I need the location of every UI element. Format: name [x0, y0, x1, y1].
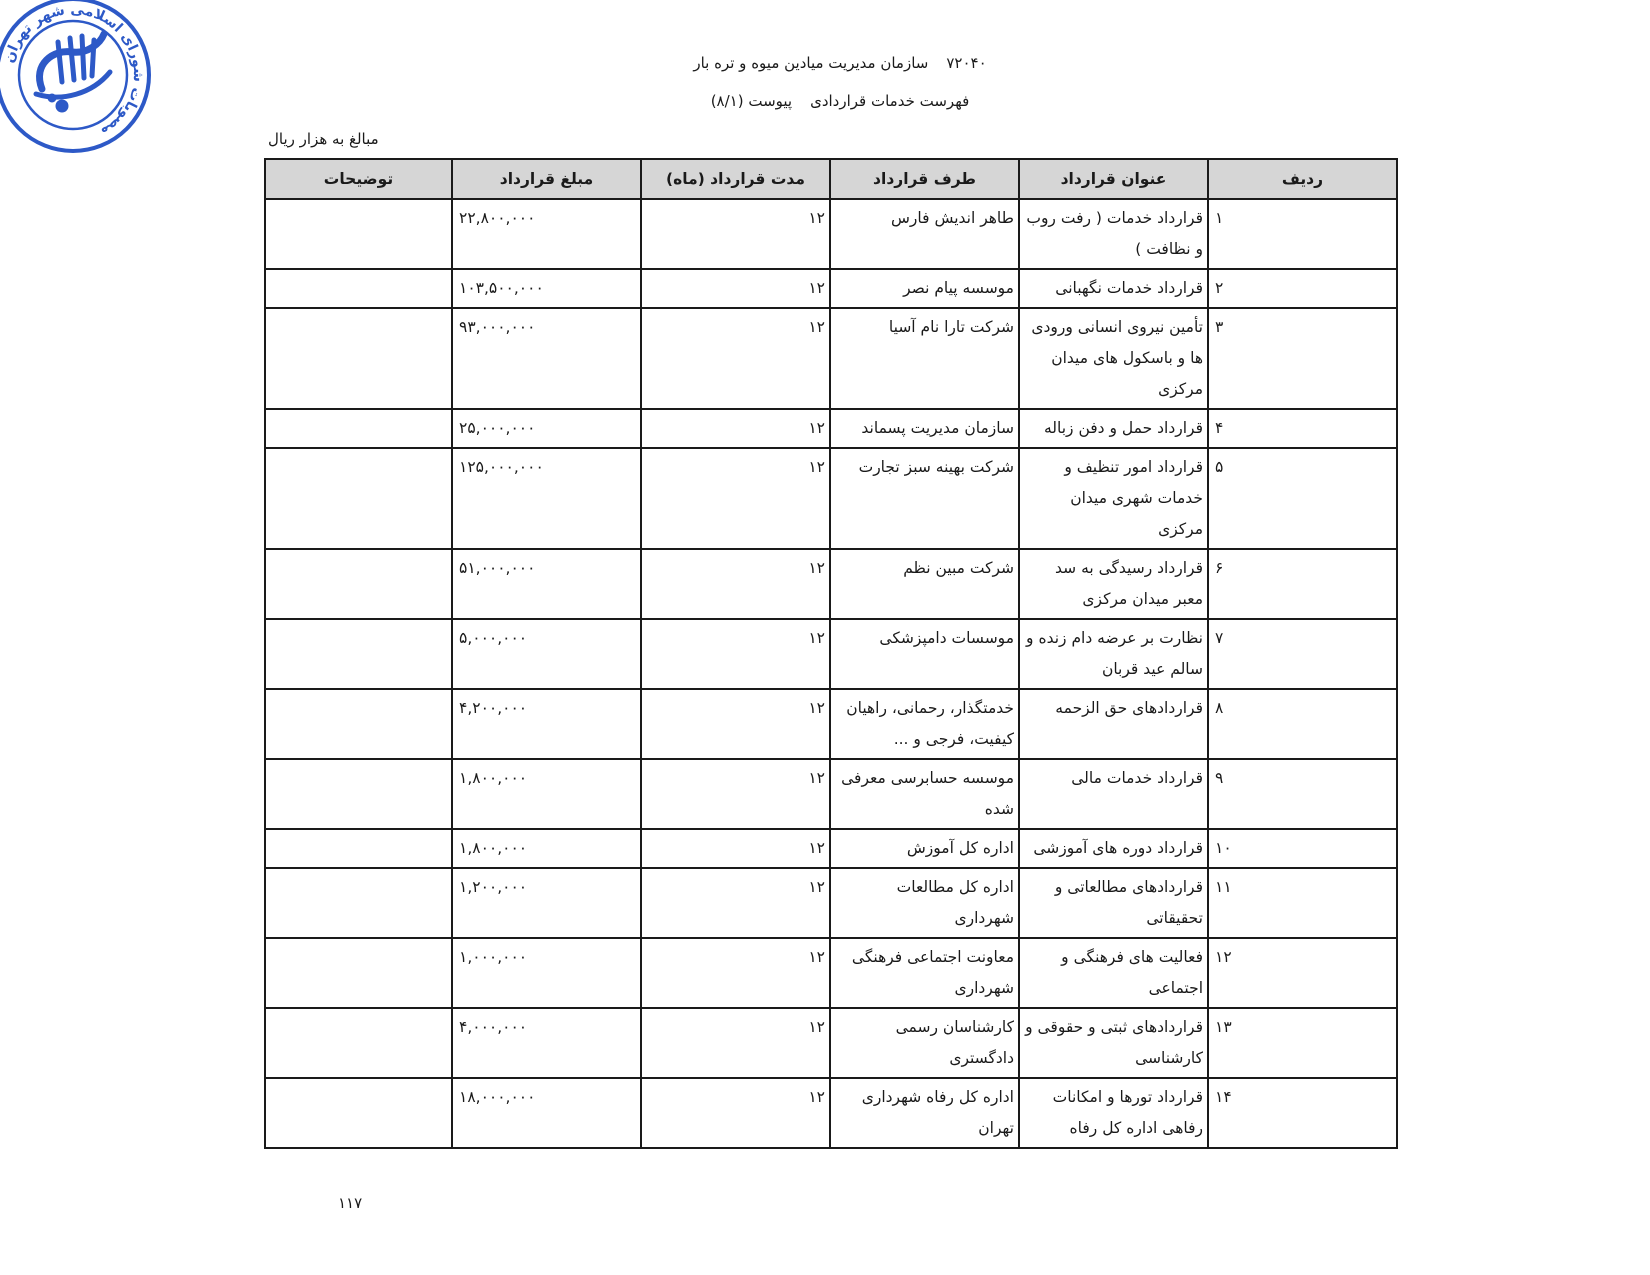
cell-duration: ۱۲	[641, 1008, 830, 1078]
cell-contract-amount: ۱۸,۰۰۰,۰۰۰	[452, 1078, 641, 1148]
cell-contractor: اداره کل رفاه شهرداری تهران	[830, 1078, 1019, 1148]
cell-contract-amount: ۱,۸۰۰,۰۰۰	[452, 829, 641, 868]
cell-contract-title: قرارداد امور تنظیف و خدمات شهری میدان مرکزی	[1019, 448, 1208, 549]
cell-duration: ۱۲	[641, 868, 830, 938]
table-row	[265, 199, 1397, 269]
cell-row-number: ۷	[1208, 619, 1397, 689]
council-stamp	[0, 0, 154, 156]
cell-duration: ۱۲	[641, 448, 830, 549]
cell-contractor: اداره کل مطالعات شهرداری	[830, 868, 1019, 938]
cell-duration: ۱۲	[641, 199, 830, 269]
table-row	[265, 868, 1397, 938]
col-header-row-number: ردیف	[1208, 159, 1397, 199]
cell-contractor: موسسه پیام نصر	[830, 269, 1019, 308]
cell-contractor: موسسات دامپزشکی	[830, 619, 1019, 689]
cell-row-number: ۳	[1208, 308, 1397, 409]
cell-contract-title: تأمین نیروی انسانی ورودی ها و باسکول های میدان مرکزی	[1019, 308, 1208, 409]
cell-row-number: ۱	[1208, 199, 1397, 269]
table-row	[265, 409, 1397, 448]
cell-row-number: ۹	[1208, 759, 1397, 829]
cell-row-number: ۱۰	[1208, 829, 1397, 868]
cell-contract-amount: ۴,۰۰۰,۰۰۰	[452, 1008, 641, 1078]
cell-contract-title: قرارداد خدمات مالی	[1019, 759, 1208, 829]
cell-duration: ۱۲	[641, 759, 830, 829]
list-title: فهرست خدمات قراردادی	[810, 92, 970, 110]
table-row	[265, 619, 1397, 689]
cell-row-number: ۸	[1208, 689, 1397, 759]
table-row	[265, 1078, 1397, 1148]
cell-contract-title: قرارداد تورها و امکانات رفاهی اداره کل رفاه	[1019, 1078, 1208, 1148]
cell-contract-amount: ۱۲۵,۰۰۰,۰۰۰	[452, 448, 641, 549]
cell-contract-title: فعالیت های فرهنگی و اجتماعی	[1019, 938, 1208, 1008]
cell-contract-amount: ۱۰۳,۵۰۰,۰۰۰	[452, 269, 641, 308]
cell-notes	[265, 199, 452, 269]
cell-notes	[265, 868, 452, 938]
org-name: سازمان مدیریت میادین میوه و تره بار	[693, 54, 929, 72]
cell-contract-title: قرارداد رسیدگی به سد معبر میدان مرکزی	[1019, 549, 1208, 619]
cell-contract-title: قرارداد خدمات نگهبانی	[1019, 269, 1208, 308]
attachment-label: پیوست (۸/۱)	[710, 92, 793, 110]
cell-contract-amount: ۴,۲۰۰,۰۰۰	[452, 689, 641, 759]
cell-notes	[265, 1078, 452, 1148]
cell-contractor: شرکت تارا نام آسیا	[830, 308, 1019, 409]
cell-row-number: ۲	[1208, 269, 1397, 308]
cell-contractor: موسسه حسابرسی معرفی شده	[830, 759, 1019, 829]
table-row	[265, 549, 1397, 619]
cell-contract-amount: ۱,۸۰۰,۰۰۰	[452, 759, 641, 829]
cell-duration: ۱۲	[641, 269, 830, 308]
cell-duration: ۱۲	[641, 549, 830, 619]
cell-row-number: ۴	[1208, 409, 1397, 448]
cell-contract-title: نظارت بر عرضه دام زنده و سالم عید قربان	[1019, 619, 1208, 689]
cell-row-number: ۶	[1208, 549, 1397, 619]
cell-contract-title: قرارداد خدمات ( رفت روب و نظافت )	[1019, 199, 1208, 269]
cell-duration: ۱۲	[641, 619, 830, 689]
table-row	[265, 759, 1397, 829]
cell-notes	[265, 308, 452, 409]
table-row	[265, 938, 1397, 1008]
cell-contract-amount: ۱,۲۰۰,۰۰۰	[452, 868, 641, 938]
cell-contractor: اداره کل آموزش	[830, 829, 1019, 868]
table-row	[265, 308, 1397, 409]
cell-contractor: طاهر اندیش فارس	[830, 199, 1019, 269]
currency-unit-note: مبالغ به هزار ریال	[268, 130, 379, 148]
contracts-table	[264, 158, 1398, 1149]
table-row	[265, 689, 1397, 759]
document-subtitle	[560, 92, 1120, 110]
cell-duration: ۱۲	[641, 409, 830, 448]
cell-notes	[265, 689, 452, 759]
cell-contractor: کارشناسان رسمی دادگستری	[830, 1008, 1019, 1078]
col-header-notes: توضیحات	[265, 159, 452, 199]
cell-contract-amount: ۵,۰۰۰,۰۰۰	[452, 619, 641, 689]
cell-duration: ۱۲	[641, 829, 830, 868]
table-row	[265, 269, 1397, 308]
cell-contract-title: قرارداد دوره های آموزشی	[1019, 829, 1208, 868]
cell-contract-amount: ۵۱,۰۰۰,۰۰۰	[452, 549, 641, 619]
stamp-text: مصوبات شورای اسلامی شهر تهران	[1, 1, 147, 141]
table-row	[265, 829, 1397, 868]
cell-contract-title: قراردادهای ثبتی و حقوقی و کارشناسی	[1019, 1008, 1208, 1078]
cell-contractor: معاونت اجتماعی فرهنگی شهرداری	[830, 938, 1019, 1008]
cell-notes	[265, 549, 452, 619]
cell-contract-title: قراردادهای حق الزحمه	[1019, 689, 1208, 759]
cell-contractor: شرکت بهینه سبز تجارت	[830, 448, 1019, 549]
cell-row-number: ۱۲	[1208, 938, 1397, 1008]
cell-notes	[265, 619, 452, 689]
cell-notes	[265, 759, 452, 829]
cell-row-number: ۵	[1208, 448, 1397, 549]
cell-contract-amount: ۲۲,۸۰۰,۰۰۰	[452, 199, 641, 269]
cell-contract-amount: ۱,۰۰۰,۰۰۰	[452, 938, 641, 1008]
cell-contractor: سازمان مدیریت پسماند	[830, 409, 1019, 448]
cell-notes	[265, 409, 452, 448]
cell-contract-amount: ۹۳,۰۰۰,۰۰۰	[452, 308, 641, 409]
page-number: ۱۱۷	[338, 1194, 363, 1212]
cell-contractor: شرکت مبین نظم	[830, 549, 1019, 619]
cell-contract-amount: ۲۵,۰۰۰,۰۰۰	[452, 409, 641, 448]
col-header-amount: مبلغ قرارداد	[452, 159, 641, 199]
document-title	[560, 54, 1120, 72]
cell-contract-title: قرارداد حمل و دفن زباله	[1019, 409, 1208, 448]
col-header-contractor: طرف قرارداد	[830, 159, 1019, 199]
cell-notes	[265, 938, 452, 1008]
cell-duration: ۱۲	[641, 938, 830, 1008]
table-header-row	[265, 159, 1397, 199]
cell-duration: ۱۲	[641, 689, 830, 759]
cell-row-number: ۱۳	[1208, 1008, 1397, 1078]
col-header-duration: مدت قرارداد (ماه)	[641, 159, 830, 199]
cell-notes	[265, 448, 452, 549]
table-row	[265, 448, 1397, 549]
cell-notes	[265, 269, 452, 308]
cell-row-number: ۱۱	[1208, 868, 1397, 938]
cell-duration: ۱۲	[641, 1078, 830, 1148]
col-header-contract-title: عنوان قرارداد	[1019, 159, 1208, 199]
org-code: ۷۲۰۴۰	[946, 54, 987, 72]
cell-contractor: خدمتگذار، رحمانی، راهیان کیفیت، فرجی و ...	[830, 689, 1019, 759]
cell-notes	[265, 829, 452, 868]
cell-contract-title: قراردادهای مطالعاتی و تحقیقاتی	[1019, 868, 1208, 938]
cell-notes	[265, 1008, 452, 1078]
cell-row-number: ۱۴	[1208, 1078, 1397, 1148]
cell-duration: ۱۲	[641, 308, 830, 409]
table-row	[265, 1008, 1397, 1078]
